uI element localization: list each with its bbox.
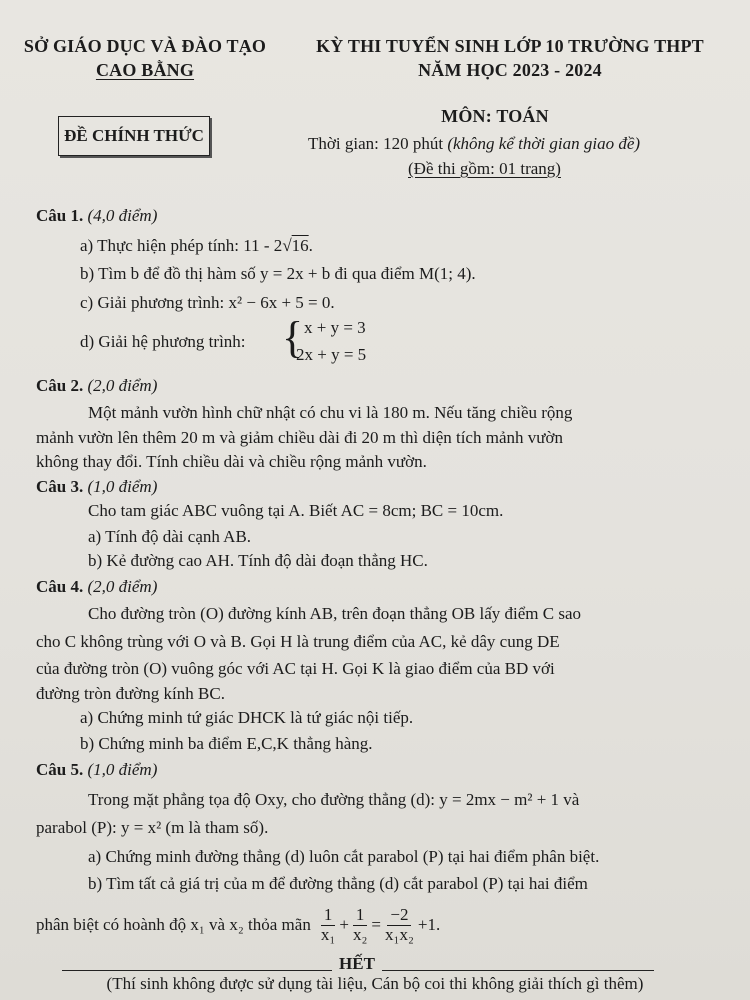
- q4-line1: Cho đường tròn (O) đường kính AB, trên đoạn thẳng OB lấy điểm C sao: [88, 604, 581, 623]
- q5-condition-text: phân biệt có hoành độ x₁ và x₂ thỏa mãn: [36, 915, 311, 935]
- q2-line2: mảnh vườn lên thêm 20 m và giảm chiều dài đi 20 m thì diện tích mảnh vườn: [36, 428, 563, 447]
- q4-part-a: a) Chứng minh tứ giác DHCK là tứ giác nội tiếp.: [80, 708, 414, 727]
- fraction-3-num: −2: [387, 906, 411, 926]
- q2-line1: Một mảnh vườn hình chữ nhật có chu vi là 180 m. Nếu tăng chiều rộng: [88, 403, 573, 422]
- q2-line3: không thay đổi. Tính chiều dài và chiều rộng mảnh vườn.: [36, 452, 427, 471]
- q3-part-b: b) Kẻ đường cao AH. Tính độ dài đoạn thẳng HC.: [88, 551, 428, 570]
- end-rule-right: [382, 970, 654, 971]
- q4-part-b: b) Chứng minh ba điểm E,C,K thẳng hàng.: [80, 734, 373, 753]
- q1-part-b: b) Tìm b để đồ thị hàm số y = 2x + b đi qua điểm M(1; 4).: [80, 264, 476, 283]
- fraction-2-num: 1: [353, 906, 368, 926]
- q4-label: Câu 4.: [36, 577, 84, 596]
- department-name: SỞ GIÁO DỤC VÀ ĐÀO TẠO: [23, 36, 267, 56]
- end-rule-left: [62, 970, 332, 971]
- end-marker: HẾT: [339, 954, 375, 973]
- q3-line1: Cho tam giác ABC vuông tại A. Biết AC = 8cm; BC = 10cm.: [88, 501, 504, 520]
- system-eq2: 2x + y = 5: [296, 345, 367, 364]
- fraction-1-num: 1: [321, 906, 336, 926]
- q4-line4: đường tròn đường kính BC.: [36, 684, 225, 703]
- time-text: Thời gian: 120 phút: [308, 134, 448, 153]
- province-name: CAO BẰNG: [95, 60, 195, 80]
- q4-heading: [36, 577, 157, 597]
- sqrt-radicand: 16: [291, 236, 309, 255]
- q2-heading: [36, 376, 157, 396]
- footer-note: (Thí sinh không được sử dụng tài liệu, Cán bộ coi thi không giải thích gì thêm): [106, 974, 644, 993]
- q3-points: (1,0 điểm): [87, 477, 158, 496]
- q1-a-text: a) Thực hiện phép tính: 11 - 2: [80, 236, 283, 255]
- q1-heading: [36, 206, 157, 226]
- fraction-3-den: x₁x₂: [385, 924, 414, 944]
- q4-line3: của đường tròn (O) vuông góc với AC tại H. Gọi K là giao điểm của BD với: [36, 659, 555, 678]
- q1-label: Câu 1.: [36, 206, 84, 225]
- exam-title: KỲ THI TUYỂN SINH LỚP 10 TRƯỜNG THPT: [316, 36, 704, 56]
- q5-label: Câu 5.: [36, 760, 84, 779]
- subject-title: MÔN: TOÁN: [441, 106, 549, 126]
- time-allowed: [308, 134, 640, 154]
- fraction-2-den: x₂: [352, 924, 368, 944]
- q4-points: (2,0 điểm): [87, 577, 158, 596]
- fraction-1-den: x₁: [320, 924, 336, 944]
- fraction-1: [321, 906, 336, 944]
- q3-part-a: a) Tính độ dài cạnh AB.: [88, 527, 252, 546]
- q5-line1: Trong mặt phẳng tọa độ Oxy, cho đường thẳng (d): y = 2mx − m² + 1 và: [88, 790, 580, 809]
- q5-heading: [36, 760, 157, 780]
- official-exam-badge: ĐỀ CHÍNH THỨC: [58, 116, 210, 156]
- q1-part-d: d) Giải hệ phương trình:: [80, 332, 246, 351]
- q5-condition: [36, 906, 440, 944]
- fraction-2: [353, 906, 368, 944]
- sqrt-symbol: √: [282, 236, 292, 255]
- condition-tail: +1.: [417, 915, 441, 935]
- q5-part-a: a) Chứng minh đường thẳng (d) luôn cắt parabol (P) tại hai điểm phân biệt.: [88, 847, 600, 866]
- system-brace: {: [282, 313, 304, 362]
- q1-points: (4,0 điểm): [87, 206, 158, 225]
- plus-sign: +: [339, 915, 349, 935]
- q5-part-b: b) Tìm tất cả giá trị của m để đường thẳng (d) cắt parabol (P) tại hai điểm: [88, 874, 588, 893]
- page-count: (Đề thi gồm: 01 trang): [408, 159, 561, 178]
- time-note: (không kể thời gian giao đề): [447, 134, 641, 153]
- equals-sign: =: [371, 915, 382, 935]
- q3-label: Câu 3.: [36, 477, 84, 496]
- fraction-3: [385, 906, 414, 944]
- q3-heading: [36, 477, 157, 497]
- q2-points: (2,0 điểm): [87, 376, 158, 395]
- q1-a-end: .: [308, 236, 313, 255]
- q1-part-c: c) Giải phương trình: x² − 6x + 5 = 0.: [80, 293, 335, 312]
- q2-label: Câu 2.: [36, 376, 84, 395]
- system-eq1: x + y = 3: [304, 318, 366, 337]
- q5-points: (1,0 điểm): [87, 760, 158, 779]
- q1-part-a: [80, 236, 313, 256]
- school-year: NĂM HỌC 2023 - 2024: [418, 60, 602, 80]
- q5-line2: parabol (P): y = x² (m là tham số).: [36, 818, 269, 837]
- q4-line2: cho C không trùng với O và B. Gọi H là trung điểm của AC, kẻ dây cung DE: [36, 632, 560, 651]
